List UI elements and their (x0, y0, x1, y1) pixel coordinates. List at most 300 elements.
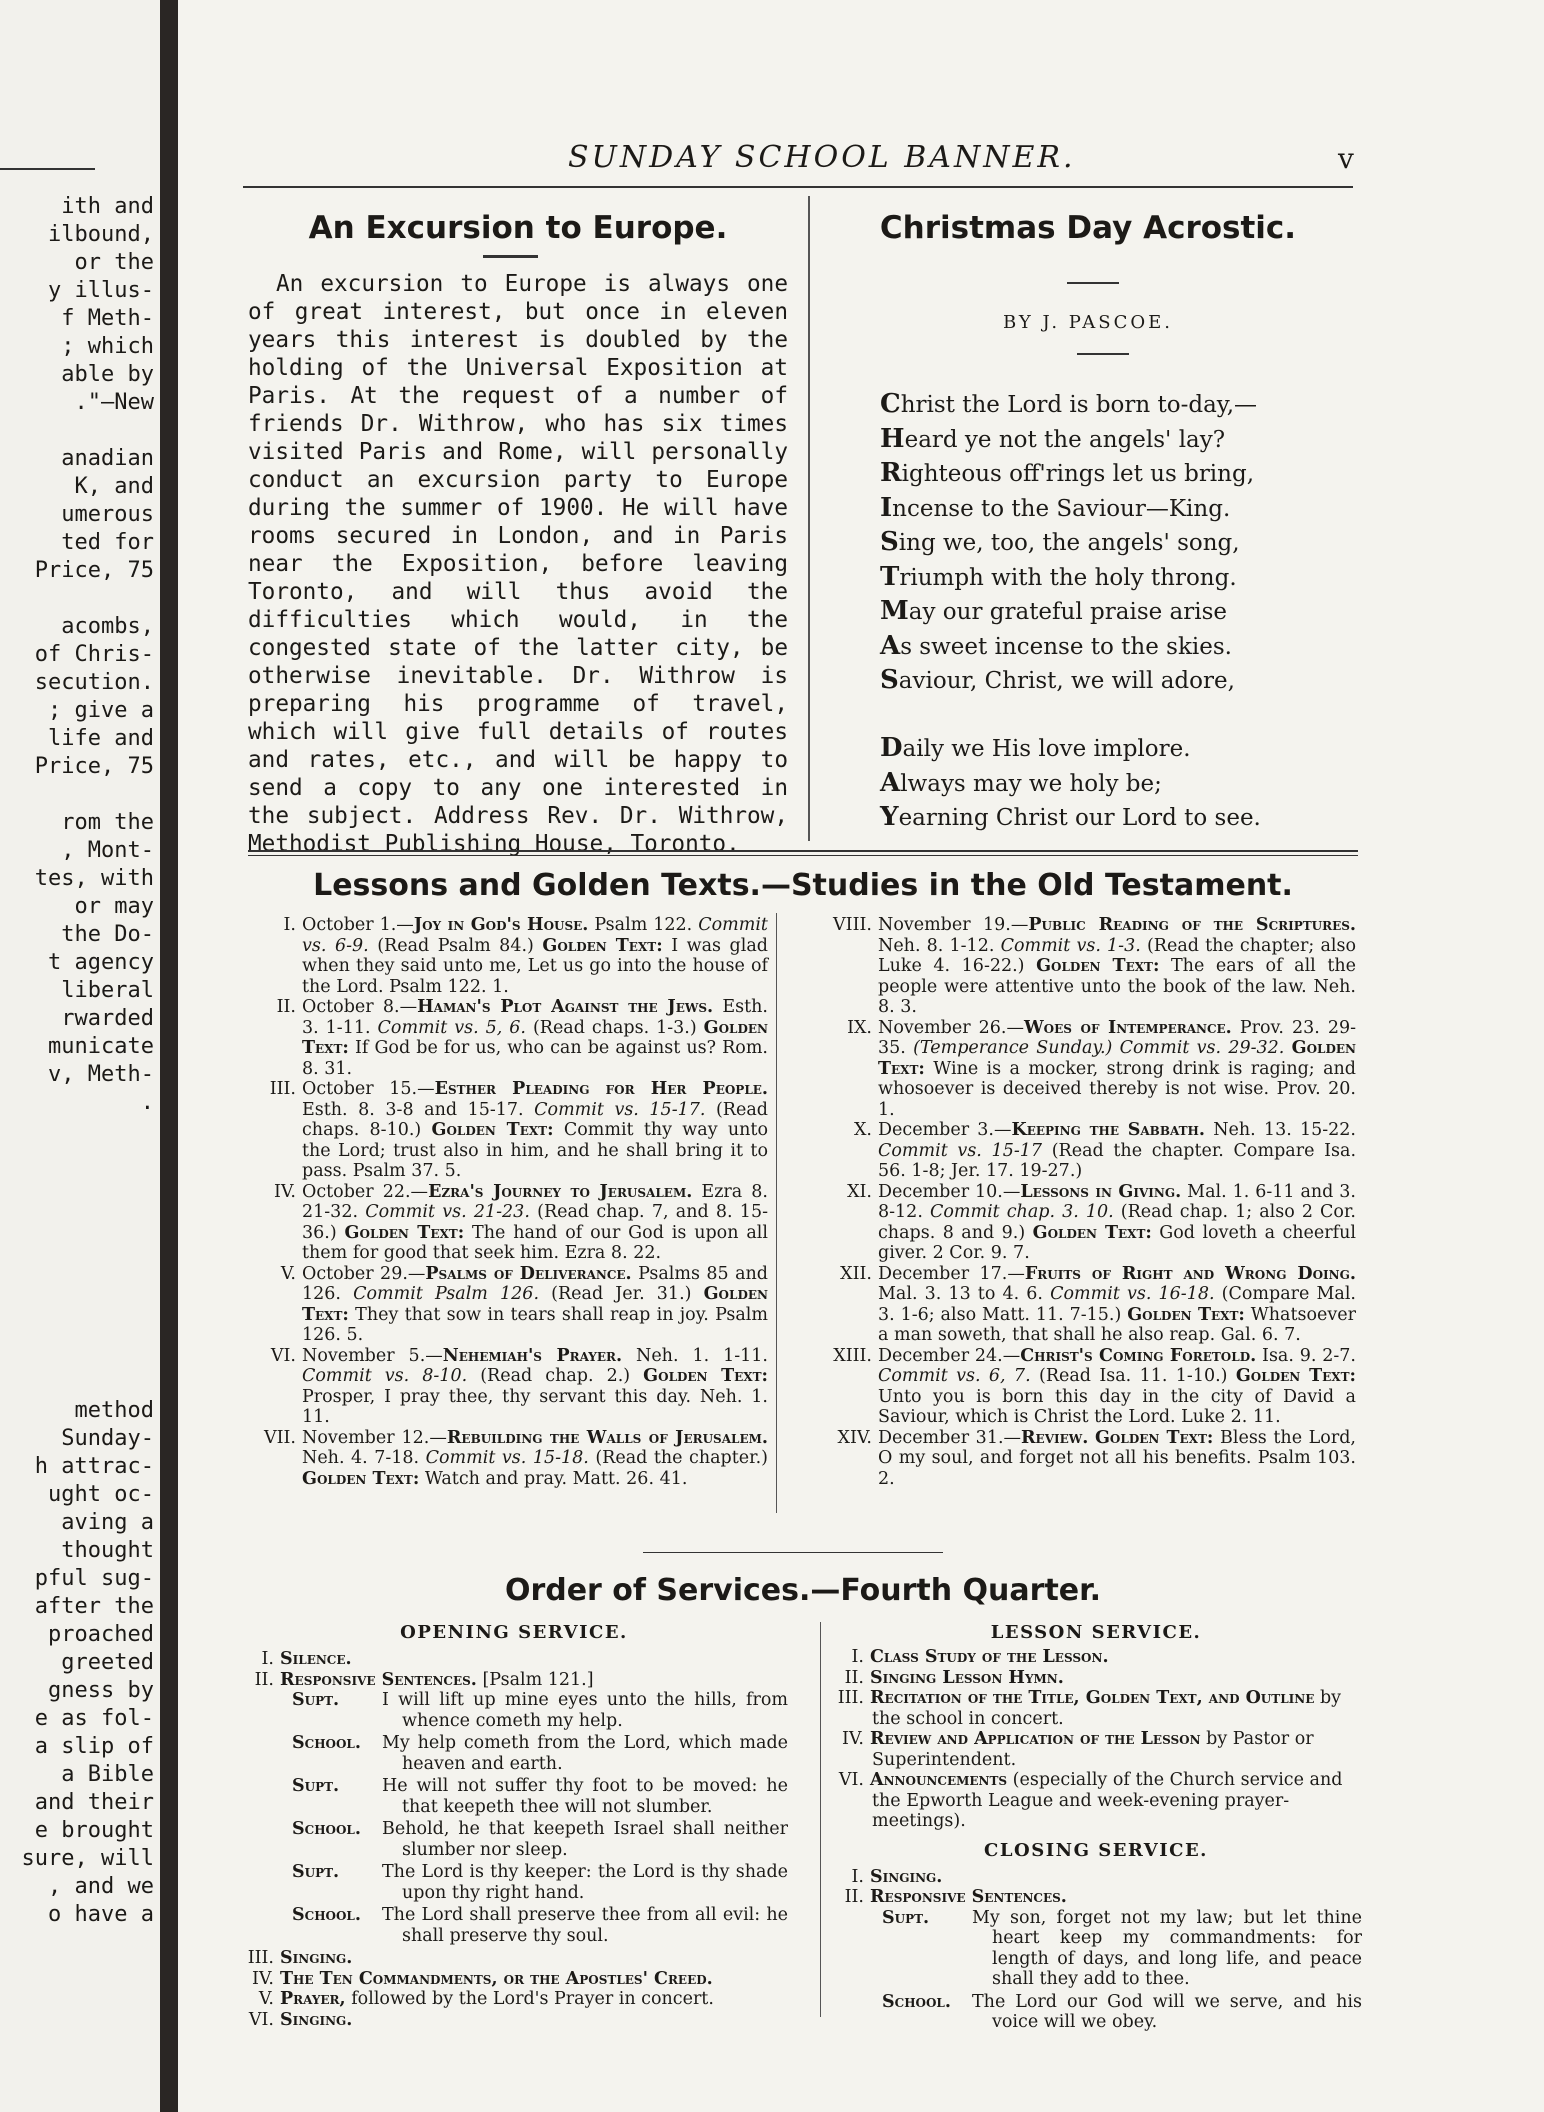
lesson-commit: Commit vs. 1-3. (1000, 935, 1141, 956)
golden-text: Bless the Lord, O my soul, and forget not all his benefits. Psalm 103. 2. (878, 1427, 1356, 1489)
service-item-label: Singing. (280, 1948, 353, 1968)
service-item-number: IV. (251, 1968, 274, 1989)
left-page-fragment-line: h attrac- (34, 1454, 154, 1479)
lesson-date: October 15.— (302, 1079, 435, 1099)
poem-text: lways may we holy be; (900, 770, 1162, 797)
page-number: v (1338, 142, 1354, 175)
service-item-number: II. (844, 1667, 864, 1688)
service-item (240, 1948, 788, 1969)
lesson-topic: Review. (1021, 1427, 1089, 1448)
service-item-label: Class Study of the Lesson. (870, 1647, 1109, 1667)
poem-line (880, 388, 1400, 423)
title-rule (1067, 282, 1119, 284)
poem-initial: R (880, 458, 902, 488)
lesson-reference: Psalm 122. (594, 915, 693, 935)
lesson-reference: Prov. 23. 29-35. (878, 1017, 1356, 1058)
left-page-fragment-line: ith and (61, 194, 154, 219)
speaker: School. (292, 1819, 361, 1839)
poem-text: s sweet incense to the skies. (900, 633, 1232, 660)
golden-text: Unto you is born this day in the city of David a Saviour, which is Christ the Lord. Luke 2. 11. (878, 1386, 1356, 1427)
lesson-number: VII. (263, 1427, 296, 1448)
opening-service (240, 1622, 788, 2030)
left-page-fragment-line: the Do- (61, 922, 154, 947)
poem-line (880, 561, 1400, 596)
poem-line (880, 664, 1400, 699)
left-page-fragment-line: umerous (61, 502, 154, 527)
speaker: Supt. (882, 1907, 930, 1928)
poem-initial: A (880, 630, 901, 661)
service-item-number: I. (261, 1649, 274, 1669)
lesson-date: December 31.— (878, 1427, 1022, 1448)
lesson-topic: Ezra's Journey to Jerusalem. (428, 1181, 693, 1202)
golden-text-label: Golden Text: (1094, 1427, 1214, 1448)
poem-line (880, 526, 1400, 561)
lesson-commit: Commit vs. 15-18. (425, 1448, 589, 1468)
lesson-date: December 17.— (878, 1263, 1025, 1284)
sentence-text: My son, forget not my law; but let thine heart keep my commandments: for length of days, and long life, and peace shall they add to thee. (972, 1907, 1362, 1989)
lessons-divider (776, 913, 777, 1513)
lesson-commit: Commit vs. 8-10. (302, 1366, 468, 1386)
golden-text: Watch and pray. Matt. 26. 41. (424, 1468, 688, 1489)
lesson-number: XII. (840, 1263, 872, 1284)
poem-line (880, 699, 1400, 733)
service-item-number: III. (837, 1688, 864, 1708)
service-item-detail: by the school in concert. (872, 1688, 1342, 1729)
lesson-commit: Commit vs. 21-23. (365, 1202, 530, 1222)
left-page-fragment-line: e brought (34, 1818, 154, 1843)
left-page-fragment-line: rwarded (61, 1006, 154, 1031)
left-page-fragment-line: y illus- (48, 278, 154, 303)
lesson-number: I. (283, 915, 296, 935)
left-page-fragment-line: life and (48, 726, 154, 751)
poem-line (880, 767, 1400, 802)
lesson-entry (786, 1182, 1356, 1264)
poem-text: earning Christ our Lord to see. (898, 805, 1261, 831)
responsive-sentence (292, 1733, 788, 1774)
poem-initial: A (880, 767, 901, 798)
service-item (830, 1668, 1362, 1689)
lesson-number: VIII. (833, 915, 872, 935)
poem-text: ing we, too, the angels' song, (898, 530, 1240, 556)
service-item-number: I. (851, 1647, 864, 1667)
excursion-body: An excursion to Europe is always one of great interest, but once in eleven years this interest is doubled by the holding of the Universal Exposition at Paris. At the request of a number of friends Dr. Withrow, who has six times visited Paris and Rome, will personally conduct an excursion party to Europe during the summer of 1900. He will have rooms secured in London, and in Paris near the Exposition, before leaving Toronto, and will thus avoid the difficulties which would, in the congested state of the latter city, be otherwise inevitable. Dr. Withrow is preparing his programme of travel, which will give full details of routes and rates, etc., and will be happy to send a copy to any one interested in the subject. Address Rev. Dr. Withrow, Methodist Publishing House, Toronto. (248, 271, 788, 857)
left-page-fragment-line: Sunday- (61, 1426, 154, 1451)
lesson-topic: Rebuilding the Walls of Jerusalem. (446, 1427, 768, 1448)
poem-initial: H (880, 423, 905, 454)
service-item-number: II. (844, 1887, 864, 1907)
service-item-number: II. (254, 1669, 274, 1690)
lesson-number: IX. (847, 1017, 872, 1038)
service-item (240, 1649, 788, 1670)
responsive-sentence (882, 1908, 1362, 1990)
service-item-number: V. (258, 1989, 274, 2009)
left-page-fragment-line: pful sug- (34, 1566, 154, 1591)
lesson-commit: Commit vs. 15-17. (534, 1099, 706, 1120)
responsive-sentence (292, 1905, 788, 1946)
left-page-fragment-line: Price, 75 (34, 558, 154, 583)
column-divider (808, 196, 810, 841)
excursion-article (248, 270, 788, 857)
left-page-fragment (0, 0, 160, 2112)
lesson-reference: Neh. 8. 1-12. (878, 935, 995, 956)
sentence-text: I will lift up mine eyes unto the hills, from whence cometh my help. (382, 1690, 788, 1731)
left-page-fragment-line: t agency (48, 950, 154, 975)
lesson-reading: (Read chap. 7, and 8. 15-36.) (302, 1202, 768, 1243)
lesson-reference: Neh. 13. 15-22. (1213, 1120, 1356, 1140)
golden-text: Commit thy way unto the Lord; trust also in him, and he shall bring it to pass. Psalm 37. 5. (302, 1120, 768, 1181)
lesson-reference: Psalms 85 and 126. (302, 1263, 768, 1304)
left-page-fragment-line: able by (61, 362, 154, 387)
acrostic-poem (880, 388, 1400, 836)
left-page-fragment-line: after the (34, 1594, 154, 1619)
responsive-sentence (292, 1862, 788, 1903)
lesson-topic: Esther Pleading for Her People. (434, 1079, 768, 1099)
lesson-number: V. (280, 1263, 296, 1284)
responsive-sentence (882, 1992, 1362, 2033)
lesson-commit: Commit vs. 6-9. (302, 915, 768, 956)
left-page-rule (0, 168, 95, 170)
lesson-date: November 5.— (302, 1345, 443, 1366)
service-item (240, 2010, 788, 2031)
lesson-service (830, 1622, 1362, 2035)
poem-text: ighteous off'rings let us bring, (901, 461, 1255, 487)
lesson-number: XI. (847, 1181, 872, 1202)
service-item (830, 1887, 1362, 1908)
left-page-fragment-line: proached (48, 1622, 154, 1647)
golden-text-label: Golden Text: (542, 935, 663, 956)
poem-initial: S (880, 665, 899, 695)
poem-text: ncense to the Saviour—King. (892, 495, 1231, 522)
lesson-reference: Mal. 1. 6-11 and 3. 8-12. (878, 1181, 1356, 1222)
left-page-fragment-line: rom the (61, 810, 154, 835)
service-item (830, 1729, 1362, 1770)
left-page-fragment-line: o have a (48, 1902, 154, 1927)
lesson-reading: (Read chap. 2.) (480, 1366, 631, 1386)
left-page-fragment-line: sure, will (21, 1846, 154, 1871)
header-rule (243, 186, 1353, 188)
lesson-date: October 29.— (302, 1263, 426, 1284)
lesson-commit: Commit vs. 16-18. (1050, 1284, 1215, 1304)
lesson-date: October 8.— (302, 997, 418, 1017)
left-page-fragment-line: anadian (61, 446, 154, 471)
poem-initial: C (880, 389, 901, 419)
lesson-commit: Commit vs. 6, 7. (878, 1366, 1031, 1386)
golden-text-label: Golden Text: (302, 1284, 768, 1325)
lesson-entry (210, 1182, 768, 1264)
left-page-fragment-line: municate (48, 1034, 154, 1059)
speaker: Supt. (292, 1862, 340, 1882)
golden-text: They that sow in tears shall reap in joy. Psalm 126. 5. (302, 1304, 768, 1345)
lesson-reading: (Read chap. 1; also 2 Cor. chaps. 8 and 9.) (878, 1202, 1356, 1243)
lesson-date: November 12.— (302, 1427, 447, 1448)
speaker: School. (292, 1733, 361, 1753)
lesson-topic: Nehemiah's Prayer. (442, 1345, 623, 1366)
lesson-entry (786, 1428, 1356, 1490)
service-item (240, 1670, 788, 1691)
golden-text: Wine is a mocker, strong drink is raging; and whosoever is deceived thereby is not wise. Prov. 20. 1. (878, 1058, 1356, 1120)
lesson-reference: Isa. 9. 2-7. (1262, 1345, 1356, 1366)
lesson-number: X. (853, 1120, 872, 1140)
poem-initial: M (880, 596, 909, 626)
golden-text-label: Golden Text: (1127, 1304, 1245, 1325)
lesson-entry (210, 1428, 768, 1490)
service-item-detail: followed by the Lord's Prayer in concert. (351, 1989, 714, 2009)
left-page-fragment-line: v, Meth- (48, 1062, 154, 1087)
service-item-number: I. (851, 1866, 864, 1887)
left-page-fragment-line: secution. (34, 670, 154, 695)
lesson-reference: Esth. 3. 1-11. (302, 997, 768, 1038)
lesson-service-title: LESSON SERVICE. (990, 1622, 1202, 1643)
lesson-reading: (Read the chapter; also Luke 4. 16-22.) (878, 935, 1356, 976)
services-title: Order of Services.—Fourth Quarter. (504, 1573, 1102, 1608)
lesson-entry (786, 1264, 1356, 1346)
poem-line (880, 457, 1400, 492)
lesson-topic: Keeping the Sabbath. (1011, 1120, 1205, 1140)
speaker: School. (882, 1991, 951, 2012)
left-page-fragment-line: liberal (61, 978, 154, 1003)
lesson-commit: Commit Psalm 126. (353, 1284, 540, 1304)
golden-text-label: Golden Text: (878, 1038, 1356, 1079)
left-page-fragment-line: of Chris- (34, 642, 154, 667)
lesson-topic: Public Reading of the Scriptures. (1028, 915, 1356, 935)
left-page-fragment-line: or the (74, 250, 154, 275)
lesson-date: December 24.— (878, 1345, 1021, 1366)
lesson-service-items (830, 1647, 1362, 1832)
responsive-sentence (292, 1690, 788, 1731)
service-item-detail: by Pastor or Superintendent. (872, 1729, 1314, 1770)
speaker: Supt. (292, 1690, 340, 1710)
poem-initial: D (880, 733, 903, 763)
golden-text-label: Golden Text: (1036, 956, 1160, 976)
lessons-title: Lessons and Golden Texts.—Studies in the Old Testament. (313, 868, 1293, 903)
service-item (830, 1647, 1362, 1668)
golden-text: The ears of all the people were attentive unto the book of the law. Neh. 8. 3. (878, 956, 1356, 1017)
lesson-topic: Christ's Coming Foretold. (1020, 1345, 1257, 1366)
opening-service-title: OPENING SERVICE. (400, 1622, 628, 1643)
lesson-topic: Psalms of Deliverance. (425, 1263, 632, 1284)
poem-initial: I (880, 492, 893, 523)
left-page-fragment-line: Price, 75 (34, 754, 154, 779)
lesson-date: December 10.— (878, 1181, 1021, 1202)
service-item (240, 1989, 788, 2010)
short-rule (643, 1552, 943, 1553)
left-page-fragment-line: a Bible (61, 1762, 154, 1787)
responsive-sentence (292, 1819, 788, 1860)
left-page-fragment-line: ilbound, (48, 222, 154, 247)
service-item-label: Silence. (280, 1649, 352, 1669)
lesson-entry (210, 1079, 768, 1182)
golden-text-label: Golden Text: (344, 1222, 465, 1243)
golden-text-label: Golden Text: (1235, 1366, 1356, 1386)
service-item-label: Singing. (870, 1866, 943, 1887)
lesson-reading: (Read chaps. 1-3.) (532, 1017, 697, 1038)
services-divider (820, 1622, 821, 2017)
golden-text-label: Golden Text: (1032, 1222, 1152, 1243)
lesson-entry (786, 1346, 1356, 1428)
left-page-fragment-line: method (74, 1398, 154, 1423)
left-page-fragment-line: gness by (48, 1678, 154, 1703)
service-item-number: VI. (838, 1770, 864, 1790)
left-page-fragment-line: , Mont- (61, 838, 154, 863)
closing-responses (830, 1908, 1362, 2033)
lesson-number: VI. (270, 1345, 296, 1366)
lesson-date: October 1.— (302, 915, 414, 935)
lessons-right-column (786, 915, 1356, 1489)
left-page-fragment-line: ; which (61, 334, 154, 359)
left-page-fragment-line: f Meth- (61, 306, 154, 331)
golden-text: The hand of our God is upon all them for good that seek him. Ezra 8. 22. (302, 1222, 768, 1263)
service-item-label: Announcements (870, 1770, 1008, 1790)
lesson-entry (210, 915, 768, 997)
poem-line (880, 492, 1400, 527)
left-page-fragment-line: e as fol- (34, 1706, 154, 1731)
left-page-fragment-line: thought (61, 1538, 154, 1563)
golden-text-label: Golden Text: (643, 1366, 768, 1386)
service-item-label: Prayer, (280, 1989, 346, 2009)
opening-responses (240, 1690, 788, 1946)
lesson-date: December 3.— (878, 1120, 1012, 1140)
poem-initial: T (880, 561, 900, 592)
sentence-text: The Lord our God will we serve, and his voice will we obey. (972, 1991, 1362, 2032)
poem-text: riumph with the holy throng. (899, 564, 1237, 591)
golden-text: God loveth a cheerful giver. 2 Cor. 9. 7. (878, 1222, 1356, 1263)
lesson-entry (786, 1120, 1356, 1182)
byline-rule (1077, 353, 1129, 355)
left-page-fragment-line: acombs, (61, 614, 154, 639)
lesson-reading: (Read Psalm 84.) (377, 935, 534, 956)
lesson-reading: (Compare Mal. 3. 1-6; also Matt. 11. 7-15.) (878, 1284, 1356, 1325)
left-page-fragment-line: . (140, 1090, 154, 1115)
lesson-commit: Commit vs. 5, 6. (377, 1017, 526, 1038)
service-item-label: Responsive Sentences. (870, 1887, 1067, 1907)
lesson-reading: (Read Isa. 11. 1-10.) (1039, 1366, 1228, 1386)
lesson-entry (210, 997, 768, 1079)
lesson-reading: (Read the chapter. Compare Isa. 56. 1-8; Jer. 17. 19-27.) (878, 1140, 1357, 1181)
lesson-commit: Commit vs. 15-17 (878, 1140, 1043, 1161)
closing-service-items (830, 1867, 1362, 1908)
poem-text: aily we His love implore. (902, 736, 1191, 762)
poem-initial: S (880, 527, 899, 557)
excursion-title: An Excursion to Europe. (308, 210, 728, 246)
acrostic-title: Christmas Day Acrostic. (879, 210, 1297, 246)
lesson-number: IV. (273, 1181, 296, 1202)
acrostic-byline: BY J. PASCOE. (1003, 312, 1173, 333)
poem-text: ay our grateful praise arise (908, 599, 1228, 625)
left-page-fragment-line: , and we (48, 1874, 154, 1899)
poem-line (880, 423, 1400, 458)
title-rule (483, 255, 538, 258)
lesson-reading: (Read the chapter.) (595, 1448, 768, 1468)
lesson-commit: (Temperance Sunday.) Commit vs. 29-32. (913, 1038, 1285, 1058)
lesson-number: III. (269, 1079, 296, 1099)
service-item-label: The Ten Commandments, or the Apostles' Creed. (280, 1968, 713, 1989)
golden-text: I was glad when they said unto me, Let us go into the house of the Lord. Psalm 122. 1. (302, 935, 768, 997)
golden-text-label: Golden Text: (302, 1468, 420, 1489)
lesson-number: XIII. (833, 1345, 872, 1366)
lesson-topic: Joy in God's House. (413, 915, 589, 935)
lesson-date: November 19.— (878, 915, 1029, 935)
golden-text: Whatsoever a man soweth, that shall he also reap. Gal. 6. 7. (878, 1304, 1356, 1345)
lesson-number: II. (276, 997, 296, 1017)
service-item (830, 1688, 1362, 1729)
service-item-label: Recitation of the Title, Golden Text, and Outline (870, 1688, 1315, 1708)
lesson-reading: (Read Jer. 31.) (551, 1284, 692, 1304)
service-item-label: Singing. (280, 2009, 353, 2030)
poem-line (880, 630, 1400, 665)
lesson-reference: Neh. 4. 7-18. (302, 1448, 420, 1468)
lesson-date: October 22.— (302, 1181, 429, 1202)
left-page-fragment-line: ught oc- (48, 1482, 154, 1507)
golden-text-label: Golden Text: (302, 1017, 768, 1058)
service-item-label: Singing Lesson Hymn. (870, 1667, 1064, 1688)
lesson-reference: Esth. 8. 3-8 and 15-17. (302, 1099, 524, 1120)
left-page-fragment-line: ."—New (74, 390, 154, 415)
section-rule (248, 850, 1358, 852)
speaker: Supt. (292, 1776, 340, 1796)
closing-service-title: CLOSING SERVICE. (984, 1839, 1208, 1861)
lesson-topic: Lessons in Giving. (1020, 1181, 1182, 1202)
service-item-detail: [Psalm 121.] (482, 1669, 594, 1690)
opening-items (240, 1649, 788, 1690)
service-item-label: Review and Application of the Lesson (870, 1729, 1201, 1749)
lesson-topic: Woes of Intemperance. (1024, 1017, 1232, 1038)
left-page-fragment-line: K, and (74, 474, 154, 499)
left-page-fragment-line: tes, with (34, 866, 154, 891)
lesson-reference: Mal. 3. 13 to 4. 6. (878, 1284, 1043, 1304)
poem-initial: Y (880, 802, 899, 832)
section-rule-thin (248, 855, 1358, 856)
lesson-topic: Fruits of Right and Wrong Doing. (1024, 1263, 1356, 1284)
lesson-reference: Ezra 8. 21-32. (302, 1181, 768, 1222)
lesson-entry (210, 1264, 768, 1346)
left-page-fragment-line: or may (74, 894, 154, 919)
left-page-fragment-line: greeted (61, 1650, 154, 1675)
lesson-number: XIV. (837, 1427, 872, 1448)
poem-text: eard ye not the angels' lay? (904, 426, 1226, 453)
left-page-fragment-line: ted for (61, 530, 154, 555)
page (178, 0, 1544, 2112)
service-item (240, 1969, 788, 1990)
lesson-entry (210, 1346, 768, 1428)
service-item-number: VI. (248, 2009, 274, 2030)
service-item-number: IV. (841, 1729, 864, 1749)
poem-line (880, 801, 1400, 836)
left-page-fragment-line: and their (34, 1790, 154, 1815)
golden-text: If God be for us, who can be against us? Rom. 8. 31. (302, 1038, 768, 1079)
sentence-text: The Lord is thy keeper: the Lord is thy shade upon thy right hand. (382, 1862, 788, 1903)
service-item (830, 1867, 1362, 1888)
running-header: SUNDAY SCHOOL BANNER. (568, 140, 1076, 175)
left-page-fragment-line: ; give a (48, 698, 154, 723)
lesson-topic: Haman's Plot Against the Jews. (417, 997, 714, 1017)
lesson-date: November 26.— (878, 1017, 1024, 1038)
sentence-text: My help cometh from the Lord, which made heaven and earth. (382, 1733, 788, 1774)
sentence-text: Behold, he that keepeth Israel shall neither slumber nor sleep. (382, 1819, 788, 1860)
lesson-reference: Neh. 1. 1-11. (636, 1345, 768, 1366)
lessons-left-column (210, 915, 768, 1489)
service-item-label: Responsive Sentences. (280, 1669, 477, 1690)
poem-text: hrist the Lord is born to-day,— (900, 392, 1258, 418)
lesson-reading: (Read chaps. 8-10.) (302, 1099, 768, 1140)
poem-line (880, 732, 1400, 767)
poem-line (880, 595, 1400, 630)
service-item (830, 1770, 1362, 1832)
left-page-fragment-line: aving a (61, 1510, 154, 1535)
golden-text-label: Golden Text: (431, 1120, 554, 1140)
lesson-entry (786, 1018, 1356, 1121)
poem-text: aviour, Christ, we will adore, (898, 668, 1235, 694)
service-item-number: III. (247, 1948, 274, 1968)
